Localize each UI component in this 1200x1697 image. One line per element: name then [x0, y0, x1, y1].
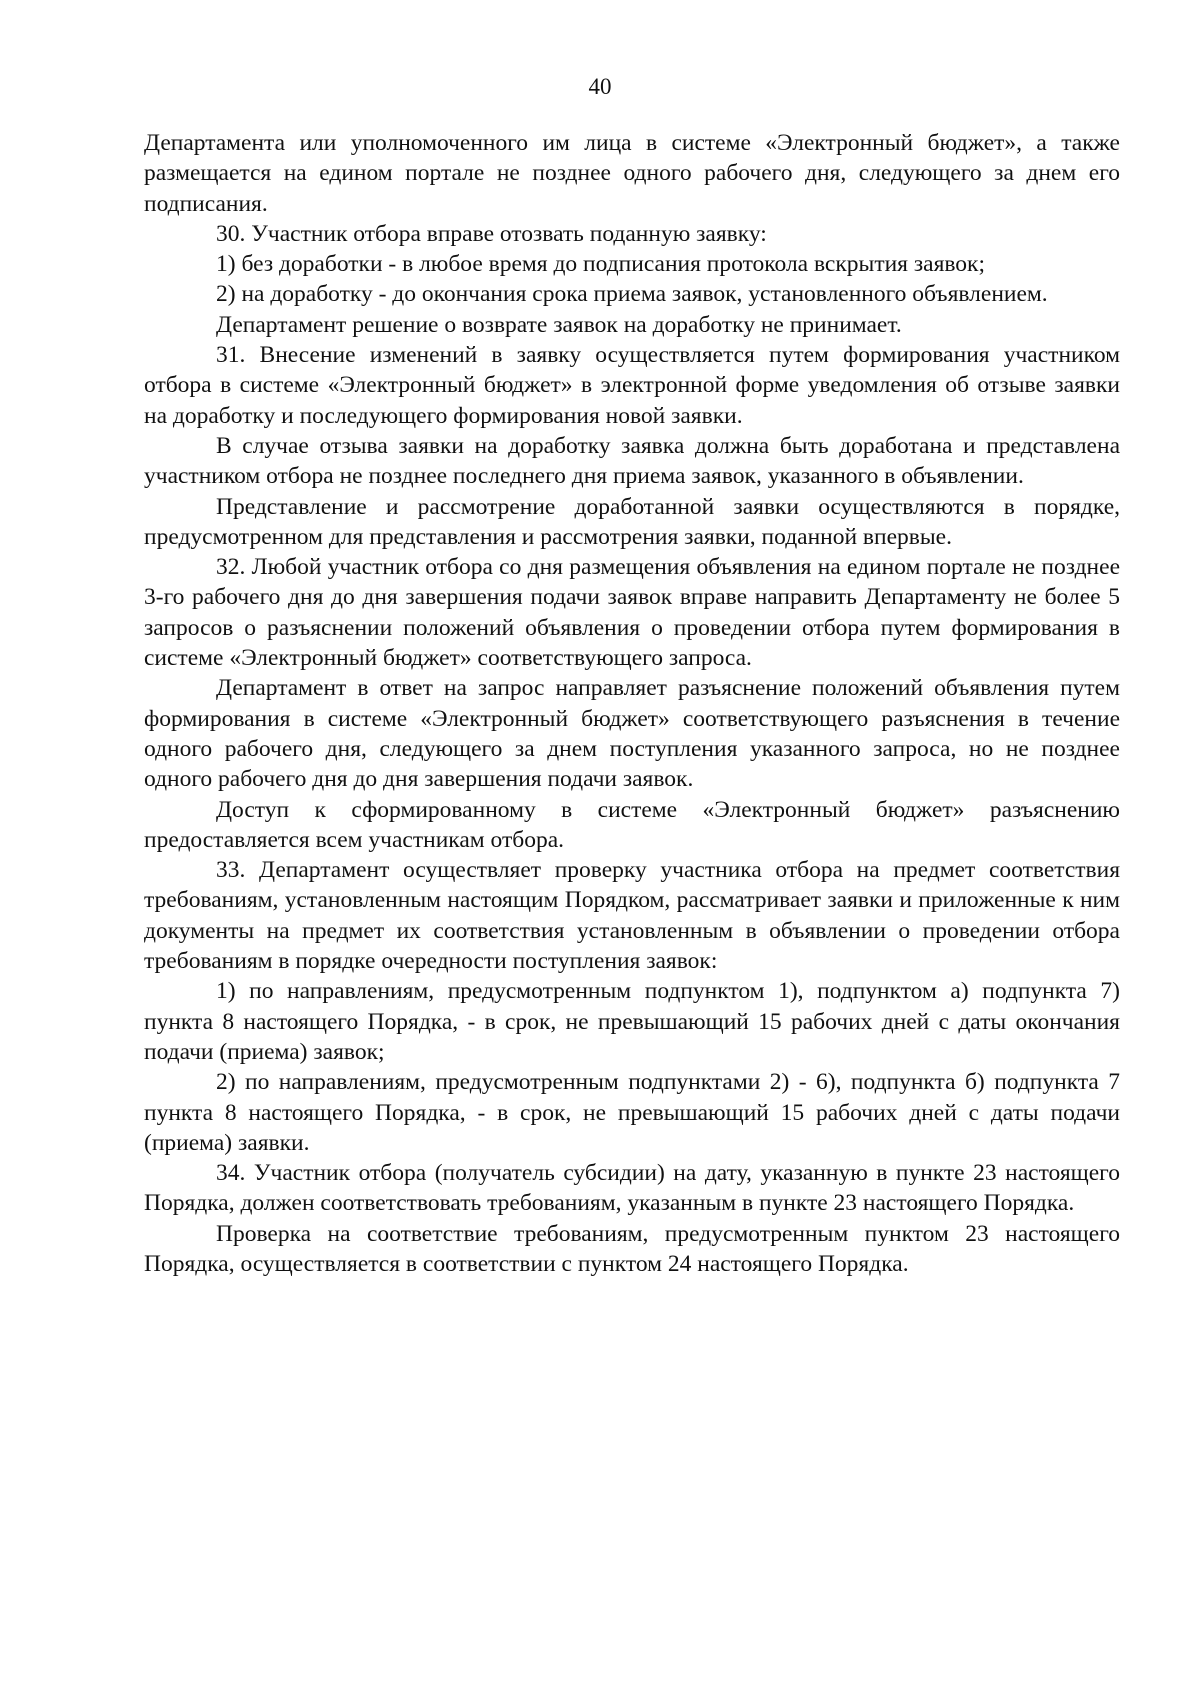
paragraph-revised-application: Представление и рассмотрение доработанной заявки осуществляются в порядке, предусмотренном для представления и рассмотрения заявки, поданной впервые. [144, 493, 1120, 550]
paragraph-item-31: 31. Внесение изменений в заявку осуществляется путем формирования участником отбора в системе «Электронный бюджет» в электронной форме уведомления об отзыве заявки на доработку и последующего формирования новой заявки. [144, 342, 1120, 429]
paragraph-withdrawal-case: В случае отзыва заявки на доработку заявка должна быть доработана и представлена участником отбора не позднее последнего дня приема заявок, указанного в объявлении. [144, 432, 1120, 490]
paragraph-item-30-2: 2) на доработку - до окончания срока приема заявок, установленного объявлением. [216, 281, 1048, 308]
document-body [144, 128, 1120, 1279]
paragraph-compliance-check: Проверка на соответствие требованиям, предусмотренным пунктом 23 настоящего Порядка, осуществляется в соответствии с пунктом 24 настоящего Порядка. [144, 1220, 1120, 1277]
paragraph-access-explanation: Доступ к сформированному в системе «Электронный бюджет» разъяснению предоставляется всем участникам отбора. [144, 796, 1120, 853]
paragraph-item-33-1: 1) по направлениям, предусмотренным подпунктом 1), подпунктом а) подпункта 7) пункта 8 настоящего Порядка, - в срок, не превышающий 15 рабочих дней с даты окончания подачи (приема) заявок; [144, 978, 1120, 1065]
paragraph-department-decision: Департамент решение о возврате заявок на доработку не принимает. [216, 311, 902, 338]
paragraph-item-34: 34. Участник отбора (получатель субсидии) на дату, указанную в пункте 23 настоящего Порядка, должен соответствовать требованиям, указанным в пункте 23 настоящего Порядка. [144, 1160, 1120, 1217]
paragraph-department-response: Департамент в ответ на запрос направляет разъяснение положений объявления путем формирования в системе «Электронный бюджет» соответствующего разъяснения в течение одного рабочего дня, следующего за днем поступления указанного запроса, но не позднее одного рабочего дня до дня завершения подачи заявок. [144, 675, 1120, 793]
paragraph-item-32: 32. Любой участник отбора со дня размещения объявления на едином портале не позднее 3-го рабочего дня до дня завершения подачи заявок вправе направить Департаменту не более 5 запросов о разъяснении положений объявления о проведении отбора путем формирования в системе «Электронный бюджет» соответствующего запроса. [144, 554, 1120, 672]
paragraph-item-30-1: 1) без доработки - в любое время до подписания протокола вскрытия заявок; [216, 251, 986, 278]
paragraph-item-30: 30. Участник отбора вправе отозвать поданную заявку: [216, 220, 767, 247]
page-number: 40 [588, 74, 612, 99]
paragraph-item-33: 33. Департамент осуществляет проверку участника отбора на предмет соответствия требованиям, установленным настоящим Порядком, рассматривает заявки и приложенные к ним документы на предмет их соответствия установленным в объявлении о проведении отбора требованиям в порядке очередности поступления заявок: [144, 857, 1120, 975]
paragraph-item-33-2: 2) по направлениям, предусмотренным подпунктами 2) - 6), подпункта б) подпункта 7 пункта 8 настоящего Порядка, - в срок, не превышающий 15 рабочих дней с даты подачи (приема) заявки. [144, 1069, 1120, 1156]
paragraph-continuation: Департамента или уполномоченного им лица в системе «Электронный бюджет», а также размещается на едином портале не позднее одного рабочего дня, следующего за днем его подписания. [144, 130, 1120, 217]
